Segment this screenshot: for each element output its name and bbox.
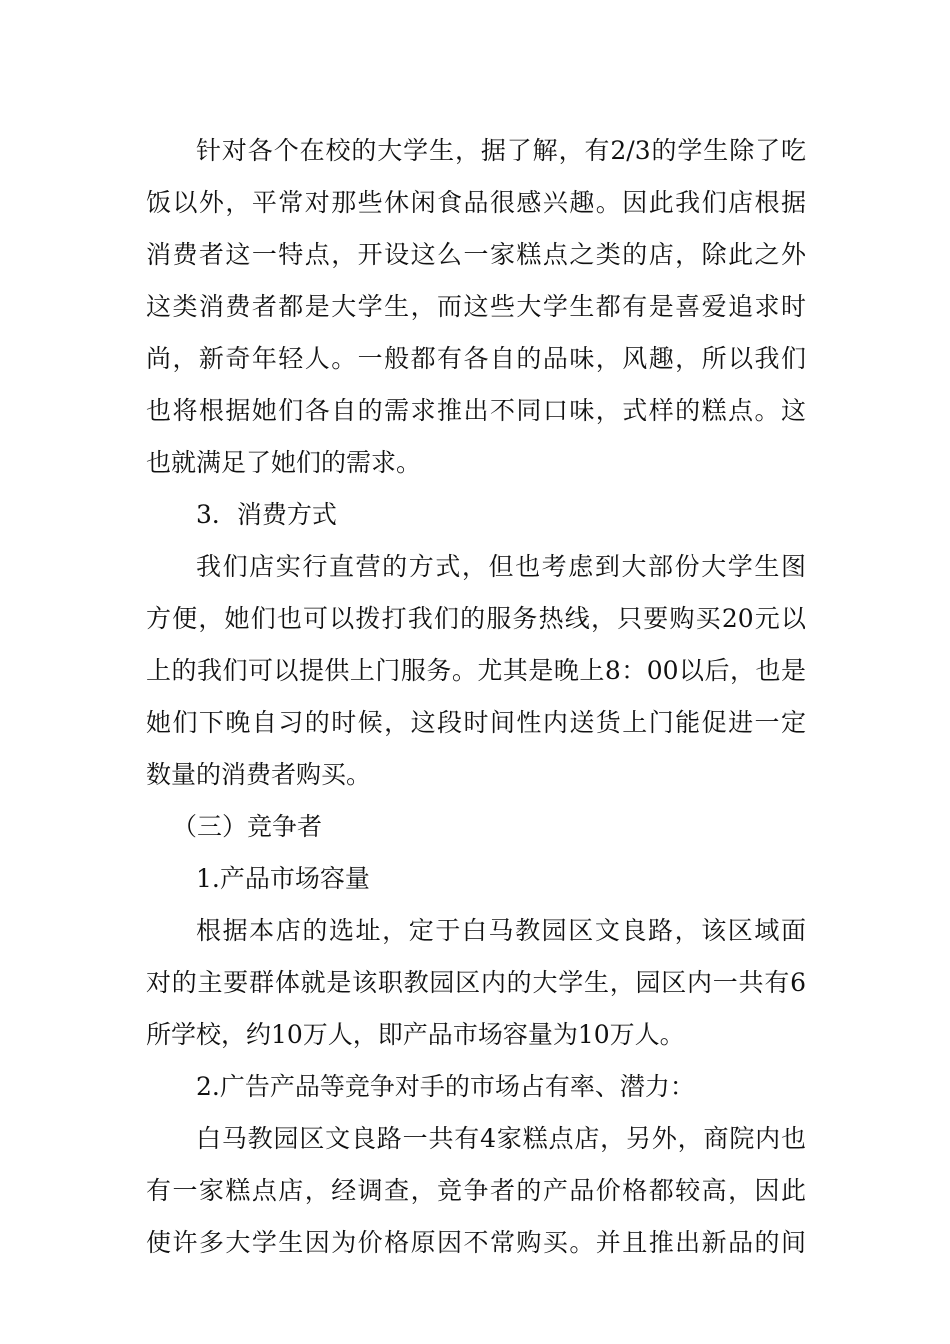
paragraph-line: 消费者这一特点，开设这么一家糕点之类的店，除此之外 — [146, 240, 806, 269]
paragraph-line: 有一家糕点店，经调查，竞争者的产品价格都较高，因此 — [146, 1176, 806, 1205]
paragraph-line: 她们下晚自习的时候，这段时间性内送货上门能促进一定 — [146, 708, 806, 737]
paragraph-line: 根据本店的选址，定于白马教园区文良路，该区域面 — [196, 916, 806, 945]
paragraph-line: 饭以外，平常对那些休闲食品很感兴趣。因此我们店根据 — [146, 188, 806, 217]
paragraph-line: 使许多大学生因为价格原因不常购买。并且推出新品的间 — [146, 1228, 806, 1257]
section-heading: 1.产品市场容量 — [196, 864, 370, 893]
paragraph-line: 也就满足了她们的需求。 — [146, 448, 422, 477]
section-heading: 3．消费方式 — [196, 500, 337, 529]
paragraph-line: 方便，她们也可以拨打我们的服务热线，只要购买20元以 — [146, 604, 806, 633]
paragraph-line: 尚，新奇年轻人。一般都有各自的品味，风趣，所以我们 — [146, 344, 806, 373]
paragraph-line: 我们店实行直营的方式，但也考虑到大部份大学生图 — [196, 552, 806, 581]
paragraph-line: 白马教园区文良路一共有4家糕点店，另外，商院内也 — [196, 1124, 806, 1153]
paragraph-line: 这类消费者都是大学生，而这些大学生都有是喜爱追求时 — [146, 292, 806, 321]
paragraph-line: 对的主要群体就是该职教园区内的大学生，园区内一共有6 — [146, 968, 806, 997]
paragraph-line: 也将根据她们各自的需求推出不同口味，式样的糕点。这 — [146, 396, 806, 425]
paragraph-line: 数量的消费者购买。 — [146, 760, 372, 789]
paragraph-line: 针对各个在校的大学生，据了解，有2/3的学生除了吃 — [196, 136, 806, 165]
paragraph-line: 所学校，约10万人，即产品市场容量为10万人。 — [146, 1020, 685, 1049]
paragraph-line: 上的我们可以提供上门服务。尤其是晚上8：00以后，也是 — [146, 656, 806, 685]
section-heading: 2.广告产品等竞争对手的市场占有率、潜力： — [196, 1072, 695, 1101]
section-heading: （三）竞争者 — [172, 812, 323, 841]
